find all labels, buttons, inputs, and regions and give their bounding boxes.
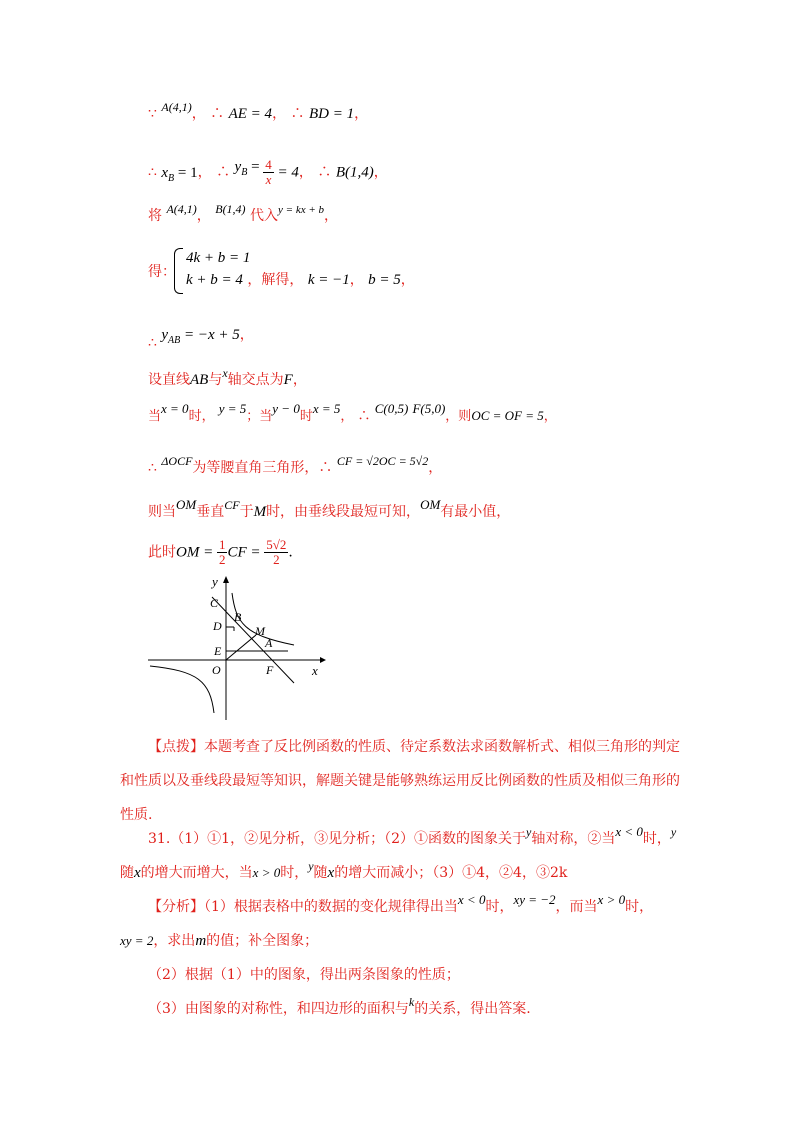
text: 时，	[625, 899, 654, 915]
ae-eq: AE = 4	[228, 106, 273, 122]
text: 时	[299, 409, 313, 424]
var-x: x	[134, 865, 141, 881]
sep: ，	[191, 106, 206, 122]
rhs: = −x + 5	[180, 327, 240, 343]
therefore-symbol: ∴	[357, 409, 371, 424]
text: 此时	[148, 544, 176, 561]
var-om: OM	[420, 497, 441, 512]
yb-eq	[234, 158, 264, 178]
therefore-symbol: ∴	[318, 460, 333, 476]
point-f: F(5,0)	[412, 401, 446, 416]
eq: =	[247, 158, 264, 175]
text: （1）①1，②见分析，③见分析；（2）①函数的图象关于	[170, 831, 526, 847]
text: 轴交点为	[227, 372, 284, 388]
fenxi-point-3: （3）由图象的对称性，和四边形的面积与	[148, 1001, 409, 1017]
om-lhs: OM =	[176, 544, 217, 561]
text: 有最小值，	[440, 504, 511, 520]
text: 于	[239, 504, 254, 520]
sep: ，	[340, 409, 354, 424]
therefore-symbol: ∴	[317, 164, 332, 181]
sub-ab: AB	[168, 335, 181, 346]
var-cf: CF	[224, 498, 240, 512]
b-val: b = 5	[368, 272, 401, 288]
line-8	[148, 454, 443, 478]
frac-num: 4	[265, 157, 272, 172]
text: 时，	[280, 865, 309, 881]
line-10	[148, 538, 293, 567]
x-lt-0: x < 0	[457, 892, 486, 907]
var-y: y	[670, 825, 677, 839]
y-axis-arrow	[223, 576, 229, 583]
word-jiang: 将	[148, 208, 162, 224]
var-om: OM	[176, 497, 197, 512]
var-ab: AB	[190, 372, 209, 388]
xy-neg2: xy = −2	[513, 892, 556, 907]
xb-val: = 1	[174, 164, 198, 181]
xy-2: xy = 2	[120, 933, 154, 948]
text: 则当	[148, 504, 176, 520]
label-y: y	[212, 575, 218, 589]
fenxi-tag: 【分析】	[148, 899, 204, 915]
var-y: y	[308, 859, 314, 873]
text: 垂直	[196, 504, 225, 520]
question-number: 31.	[148, 831, 171, 847]
system-eq-1	[186, 248, 250, 268]
text: 的增大而增大，当	[140, 865, 253, 881]
text: （1）根据表格中的数据的变化规律得出当	[204, 899, 458, 915]
text: 时，	[485, 899, 514, 915]
var-f: F	[283, 372, 293, 388]
x-lt-0: x < 0	[615, 824, 643, 839]
text: 随	[120, 865, 134, 881]
text: 随	[313, 865, 328, 881]
bd-eq: BD = 1	[308, 106, 355, 122]
label-m: M	[255, 624, 265, 638]
dianbo-tag: 【点拨】	[148, 739, 204, 755]
y0: y − 0	[272, 401, 300, 416]
text: 当	[148, 409, 162, 424]
label-a: A	[265, 636, 273, 650]
line-7	[148, 401, 557, 427]
frac-num: 5√2	[266, 537, 287, 552]
yb-sub: B	[241, 166, 248, 178]
therefore-symbol: ∴	[290, 106, 305, 122]
line-1	[148, 100, 369, 124]
line-4-label	[148, 262, 176, 282]
line-6	[148, 366, 307, 390]
var-x: x	[327, 865, 335, 881]
word-dairu: 代入	[250, 208, 279, 224]
function-graph	[148, 575, 328, 720]
y5: y = 5	[218, 401, 247, 416]
sep: ，	[196, 208, 211, 224]
label-d: D	[213, 619, 222, 633]
sep: ，	[428, 460, 443, 476]
hyperbola-left	[150, 666, 214, 713]
word-de: 得：	[148, 264, 176, 280]
yb-val: = 4	[273, 164, 299, 181]
label-e: E	[214, 644, 222, 658]
frac-den: 2	[273, 552, 280, 567]
therefore-symbol: ∴	[216, 164, 231, 181]
cf-mid: CF =	[227, 544, 265, 561]
triangle-ocf: ΔOCF	[161, 454, 193, 468]
therefore-symbol: ∴	[148, 460, 157, 476]
x-gt-0: x > 0	[252, 865, 281, 880]
fraction-4-over-x	[263, 158, 274, 187]
period: .	[288, 544, 293, 561]
text: 为等腰直角三角形，	[192, 460, 319, 476]
cf-eq: CF = √2OC = 5√2	[336, 454, 429, 468]
therefore-symbol: ∴	[210, 106, 225, 122]
text: 的值；补全图象；	[206, 933, 319, 949]
text: ；当	[246, 409, 273, 424]
text: 设直线	[148, 372, 190, 388]
yab-eq	[161, 327, 240, 346]
text: 与	[208, 372, 223, 388]
point-b: B(1,4)	[335, 164, 374, 181]
sep: ，	[373, 164, 388, 181]
fraction-5root2-over-2	[264, 538, 288, 567]
text: ，求出	[153, 933, 196, 949]
line-5	[148, 325, 254, 351]
sep: ，	[354, 106, 369, 122]
sep: ，	[400, 272, 415, 288]
var-k: k	[408, 995, 415, 1009]
x-axis-arrow	[320, 657, 326, 663]
text: 时，由垂线段最短可知，	[266, 504, 421, 520]
var-m: M	[253, 504, 267, 520]
sep: ，	[239, 327, 254, 343]
text: 轴对称，②当	[531, 831, 616, 847]
text: 的关系，得出答案.	[414, 1001, 531, 1017]
var-x: x	[222, 366, 228, 380]
label-x: x	[312, 663, 318, 678]
because-symbol: ∵	[148, 106, 157, 122]
point-c: C(0,5)	[374, 401, 409, 416]
line-3	[148, 202, 339, 227]
answer-31	[120, 822, 680, 890]
linear-equation: y = kx + b	[278, 204, 325, 216]
sep: ，	[543, 409, 557, 424]
text: 的增大而减小；（3）①4，②4，③2k	[334, 865, 568, 881]
sep: ，	[349, 272, 364, 288]
word-jiede: ，解得，	[247, 272, 304, 288]
sep: ，	[272, 106, 287, 122]
xb-sub: B	[168, 172, 175, 184]
sep: ，	[292, 372, 307, 388]
text: 时，	[642, 831, 671, 847]
sep: ，	[298, 164, 313, 181]
dianbo-paragraph	[120, 730, 680, 832]
dianbo-text: 本题考查了反比例函数的性质、待定系数法求函数解析式、相似三角形的判定和性质以及垂线段最短等知识，解题关键是能够熟练运用反比例函数的性质及相似三角形的性质.	[120, 739, 680, 823]
line-2	[148, 158, 388, 187]
frac-den: x	[265, 172, 272, 187]
y-var: y	[161, 327, 169, 343]
x5: x = 5	[312, 401, 341, 416]
frac-num: 1	[218, 537, 226, 552]
x0: x = 0	[161, 401, 189, 416]
var-y: y	[526, 825, 532, 839]
point-a: A(4,1)	[161, 100, 192, 114]
system-eq-2	[186, 270, 415, 290]
text: ，则	[445, 409, 472, 424]
label-o: O	[212, 663, 221, 677]
oc-eq: OC = OF = 5	[471, 408, 544, 423]
eq2: k + b = 4	[186, 272, 243, 288]
fenxi-point-2: （2）根据（1）中的图象，得出两条图象的性质；	[148, 967, 460, 983]
text: 时，	[188, 409, 215, 424]
sep: ，	[324, 208, 339, 224]
label-b: B	[234, 610, 242, 624]
point-b: B(1,4)	[215, 202, 246, 216]
xb-var: x	[161, 164, 169, 181]
x-gt-0: x > 0	[597, 892, 626, 907]
k-val: k = −1	[307, 272, 350, 288]
xb-eq	[161, 164, 198, 184]
line-9	[148, 497, 511, 522]
var-m: m	[195, 933, 207, 949]
sep: ，	[197, 164, 212, 181]
line-ab	[212, 597, 294, 683]
therefore-symbol: ∴	[148, 164, 157, 181]
label-c: C	[210, 596, 219, 610]
fraction-half	[217, 538, 228, 567]
frac-den: 2	[218, 552, 226, 567]
therefore-symbol: ∴	[148, 335, 157, 351]
label-f: F	[266, 663, 274, 677]
fenxi-paragraph	[120, 890, 680, 1026]
yb-var: y	[234, 158, 242, 175]
text: ，而当	[555, 899, 598, 915]
eq1: 4k + b = 1	[186, 250, 251, 266]
point-a: A(4,1)	[166, 202, 197, 216]
segment-om	[226, 635, 256, 660]
